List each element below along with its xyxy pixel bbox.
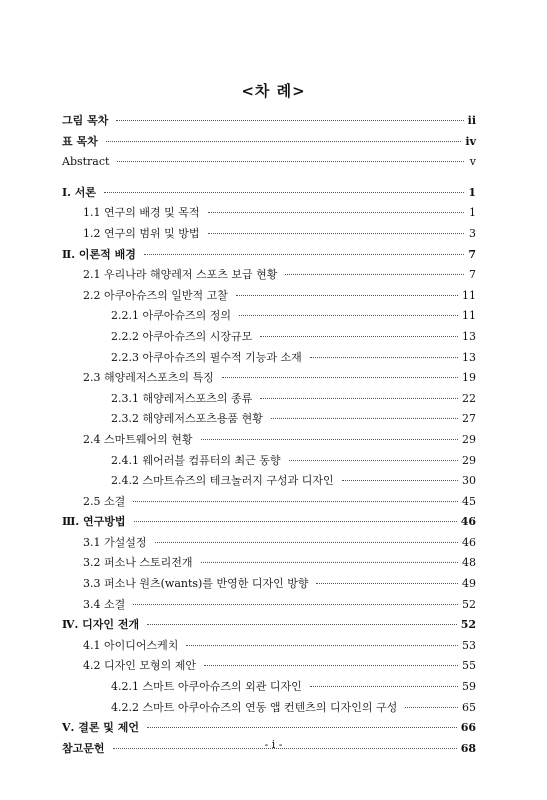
- dot-leader: [133, 603, 458, 605]
- dot-leader: [236, 294, 458, 296]
- toc-entry-label: 2.3 해양레저스포츠의 특징: [83, 371, 214, 385]
- toc-entry-label: Ⅲ. 연구방법: [62, 515, 126, 529]
- toc-entry-label: 3.4 소결: [83, 597, 126, 611]
- toc-entry[interactable]: [62, 306, 476, 327]
- toc-entry-page: 22: [462, 391, 476, 405]
- dot-leader: [186, 644, 458, 646]
- front-matter-list: [62, 111, 476, 173]
- toc-entry-label: 2.4.1 웨어러블 컴퓨터의 최근 동향: [111, 453, 281, 467]
- toc-entry-page: 1: [469, 206, 476, 220]
- toc-entry-label: Ⅴ. 결론 및 제언: [62, 721, 139, 735]
- toc-entry-page: ii: [467, 114, 476, 127]
- toc-entry-label: 3.2 퍼소나 스토리전개: [83, 556, 193, 570]
- toc-entry-label: 표 목차: [62, 134, 98, 148]
- dot-leader: [106, 140, 462, 142]
- toc-entry[interactable]: [62, 492, 476, 513]
- toc-entry-label: 참고문헌: [62, 741, 105, 755]
- toc-entry[interactable]: [62, 698, 476, 719]
- toc-entry-label: Ⅱ. 이론적 배경: [62, 247, 136, 261]
- toc-entry-label: 4.1 아이디어스케치: [83, 638, 179, 652]
- dot-leader: [201, 561, 459, 563]
- toc-entry[interactable]: [62, 636, 476, 657]
- toc-entry[interactable]: [62, 348, 476, 369]
- toc-entry[interactable]: [62, 152, 476, 173]
- dot-leader: [310, 356, 458, 358]
- toc-entry[interactable]: [62, 595, 476, 616]
- toc-entry-label: 2.5 소결: [83, 494, 126, 508]
- toc-entry-page: 53: [462, 638, 476, 652]
- toc-entry-label: 4.2.1 스마트 아쿠아슈즈의 외관 디자인: [111, 680, 302, 694]
- toc-entry[interactable]: [62, 111, 476, 132]
- toc-entry[interactable]: [62, 553, 476, 574]
- toc-entry[interactable]: [62, 203, 476, 224]
- dot-leader: [116, 119, 463, 121]
- toc-entry[interactable]: [62, 183, 476, 204]
- toc-entry-page: 46: [460, 515, 476, 529]
- toc-entry-label: 2.3.2 해양레저스포츠용품 현황: [111, 412, 263, 426]
- toc-entry-label: 2.4.2 스마트슈즈의 테크놀러지 구성과 디자인: [111, 474, 334, 488]
- page-title: <차 례>: [241, 82, 306, 100]
- toc-entry-page: v: [469, 155, 476, 169]
- toc-entry-page: 45: [462, 494, 476, 508]
- toc-entry-page: 3: [469, 226, 476, 240]
- dot-leader: [208, 211, 465, 213]
- toc-entry-page: 13: [462, 350, 476, 364]
- toc-entry-label: Abstract: [62, 155, 110, 169]
- dot-leader: [147, 726, 457, 728]
- toc-entry[interactable]: [62, 451, 476, 472]
- dot-leader: [144, 253, 464, 255]
- toc-entry[interactable]: [62, 430, 476, 451]
- dot-leader: [155, 541, 459, 543]
- dot-leader: [342, 479, 458, 481]
- dot-leader: [117, 160, 464, 162]
- toc-entry-label: 4.2.2 스마트 아쿠아슈즈의 연동 앱 컨텐츠의 디자인의 구성: [111, 700, 398, 714]
- dot-leader: [285, 273, 464, 275]
- toc-entry-label: Ⅰ. 서론: [62, 185, 97, 199]
- table-of-contents: [62, 111, 476, 759]
- toc-entry-page: 66: [460, 721, 476, 735]
- toc-entry-page: 11: [462, 309, 476, 323]
- toc-entry[interactable]: [62, 409, 476, 430]
- dot-leader: [204, 664, 458, 666]
- toc-entry[interactable]: [62, 574, 476, 595]
- toc-entry[interactable]: [62, 533, 476, 554]
- toc-entry-label: Ⅳ. 디자인 전개: [62, 618, 140, 632]
- toc-entry-page: 29: [462, 432, 476, 446]
- dot-leader: [405, 706, 458, 708]
- dot-leader: [239, 314, 458, 316]
- toc-entry[interactable]: [62, 245, 476, 266]
- toc-entry-label: 그림 목차: [62, 114, 109, 127]
- dot-leader: [208, 232, 465, 234]
- chapter-list: [62, 183, 476, 760]
- toc-entry-page: 13: [462, 329, 476, 343]
- toc-entry-page: 52: [462, 597, 476, 611]
- toc-entry[interactable]: [62, 224, 476, 245]
- toc-entry-page: 52: [460, 618, 476, 632]
- dot-leader: [201, 438, 459, 440]
- toc-entry-label: 2.4 스마트웨어의 현황: [83, 432, 193, 446]
- dot-leader: [310, 685, 458, 687]
- toc-entry-page: 1: [468, 185, 476, 199]
- dot-leader: [222, 376, 458, 378]
- toc-entry-label: 3.3 퍼소나 원츠(wants)를 반영한 디자인 방향: [83, 577, 309, 591]
- dot-leader: [289, 459, 459, 461]
- toc-entry-page: 19: [462, 371, 476, 385]
- toc-entry-label: 4.2 디자인 모형의 제안: [83, 659, 196, 673]
- page-number-footer: - i -: [264, 738, 283, 751]
- toc-entry-label: 2.3.1 해양레저스포츠의 종류: [111, 391, 253, 405]
- dot-leader: [316, 582, 458, 584]
- toc-entry-label: 2.2.1 아쿠아슈즈의 정의: [111, 309, 231, 323]
- toc-entry-label: 2.2.3 아쿠아슈즈의 필수적 기능과 소재: [111, 350, 302, 364]
- toc-entry-label: 1.1 연구의 배경 및 목적: [83, 206, 200, 220]
- toc-entry-page: 59: [462, 680, 476, 694]
- toc-entry-page: 11: [462, 288, 476, 302]
- section-gap: [62, 173, 476, 183]
- toc-entry[interactable]: [62, 132, 476, 153]
- toc-entry[interactable]: [62, 615, 476, 636]
- toc-entry-page: 7: [469, 268, 476, 282]
- dot-leader: [134, 520, 457, 522]
- toc-entry-page: 27: [462, 412, 476, 426]
- toc-entry-page: 68: [460, 741, 476, 755]
- toc-entry-page: 55: [462, 659, 476, 673]
- toc-entry[interactable]: [62, 389, 476, 410]
- toc-entry-page: 29: [462, 453, 476, 467]
- toc-entry-label: 2.2.2 아쿠아슈즈의 시장규모: [111, 329, 253, 343]
- toc-entry-label: 2.1 우리나라 해양레저 스포츠 보급 현황: [83, 268, 278, 282]
- toc-entry-page: 65: [462, 700, 476, 714]
- dot-leader: [104, 191, 464, 193]
- toc-entry[interactable]: [62, 677, 476, 698]
- dot-leader: [133, 500, 458, 502]
- toc-entry[interactable]: [62, 286, 476, 307]
- dot-leader: [271, 417, 458, 419]
- dot-leader: [260, 397, 458, 399]
- toc-entry[interactable]: [62, 512, 476, 533]
- dot-leader: [260, 335, 458, 337]
- dot-leader: [147, 623, 457, 625]
- toc-entry[interactable]: [62, 368, 476, 389]
- toc-entry[interactable]: [62, 265, 476, 286]
- toc-entry-page: 7: [468, 247, 476, 261]
- toc-entry[interactable]: [62, 656, 476, 677]
- toc-entry-page: 48: [462, 556, 476, 570]
- toc-entry-page: iv: [465, 134, 476, 148]
- toc-entry[interactable]: [62, 718, 476, 739]
- toc-entry-label: 1.2 연구의 범위 및 방법: [83, 226, 200, 240]
- toc-entry-label: 3.1 가설설정: [83, 535, 147, 549]
- toc-entry[interactable]: [62, 471, 476, 492]
- toc-entry[interactable]: [62, 327, 476, 348]
- toc-entry-page: 46: [462, 535, 476, 549]
- toc-entry-page: 30: [462, 474, 476, 488]
- toc-entry-page: 49: [462, 577, 476, 591]
- toc-entry-label: 2.2 아쿠아슈즈의 일반적 고찰: [83, 288, 228, 302]
